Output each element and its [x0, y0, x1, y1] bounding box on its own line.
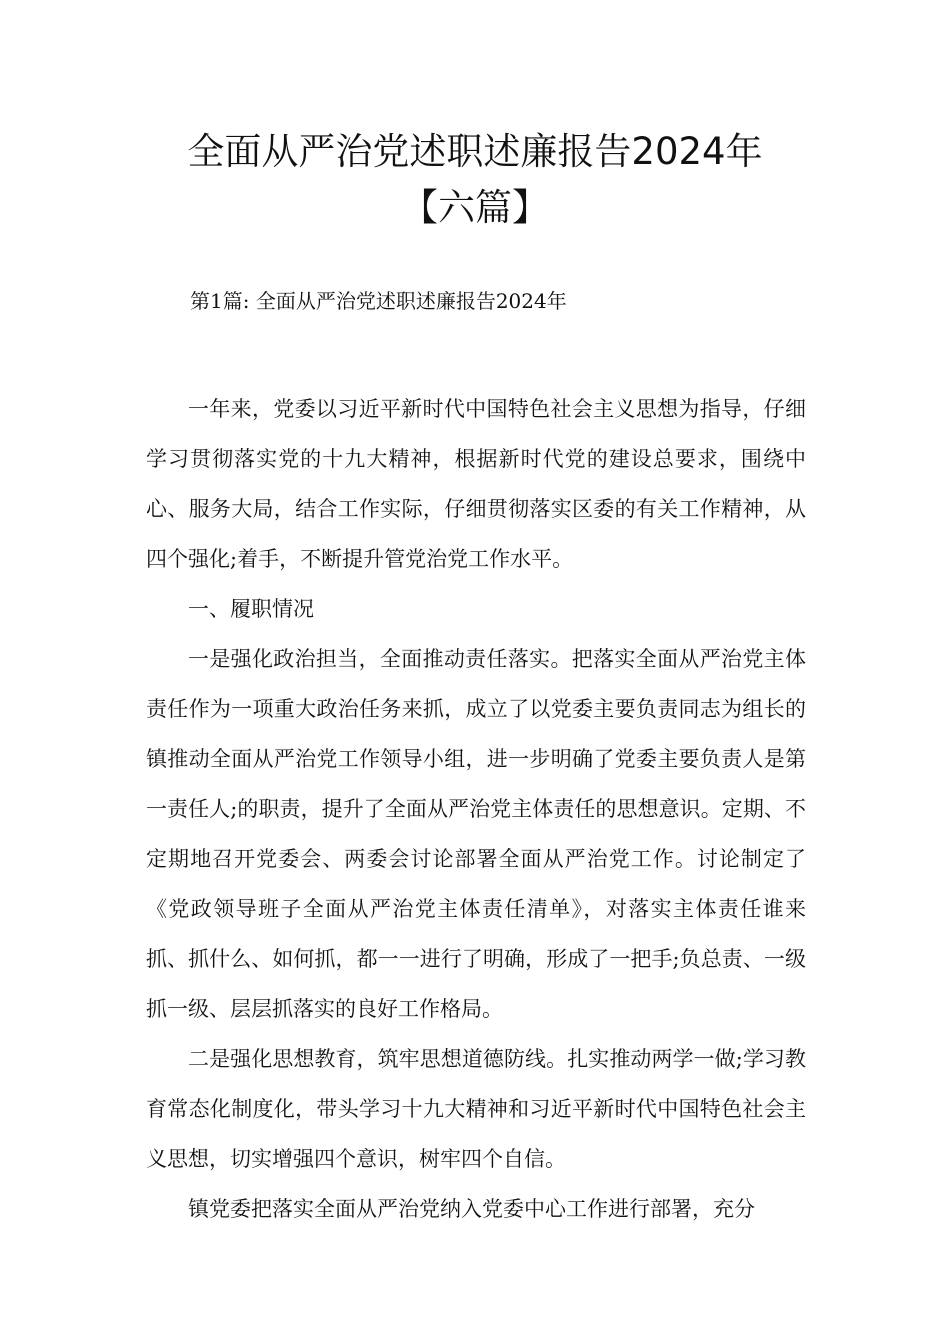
document-body: [146, 384, 806, 1234]
section-heading: 一、履职情况: [188, 597, 314, 621]
chapter-subtitle: 第1篇: 全面从严治党述职述廉报告2024年: [190, 289, 567, 313]
paragraph-party-committee: 镇党委把落实全面从严治党纳入党委中心工作进行部署，充分: [188, 1197, 755, 1221]
paragraph-intro: 一年来，党委以习近平新时代中国特色社会主义思想为指导，仔细学习贯彻落实党的十九大精神，根据新时代党的建设总要求，围绕中心、服务大局，结合工作实际，仔细贯彻落实区委的有关工作精神，从四个强化;着手，不断提升管党治党工作水平。: [146, 397, 806, 571]
document-title-line1: 全面从严治党述职述廉报告2024年: [187, 130, 763, 173]
paragraph-education: 二是强化思想教育，筑牢思想道德防线。扎实推动两学一做;学习教育常态化制度化，带头学习十九大精神和习近平新时代中国特色社会主义思想，切实增强四个意识，树牢四个自信。: [146, 1047, 806, 1171]
document-title-line2: 【六篇】: [401, 186, 549, 229]
paragraph-political: 一是强化政治担当，全面推动责任落实。把落实全面从严治党主体责任作为一项重大政治任务来抓，成立了以党委主要负责同志为组长的镇推动全面从严治党工作领导小组，进一步明确了党委主要负责人是第一责任人;的职责，提升了全面从严治党主体责任的思想意识。定期、不定期地召开党委会、两委会讨论部署全面从严治党工作。讨论制定了《党政领导班子全面从严治党主体责任清单》，对落实主体责任谁来抓、抓什么、如何抓，都一一进行了明确，形成了一把手;负总责、一级抓一级、层层抓落实的良好工作格局。: [146, 647, 806, 1021]
